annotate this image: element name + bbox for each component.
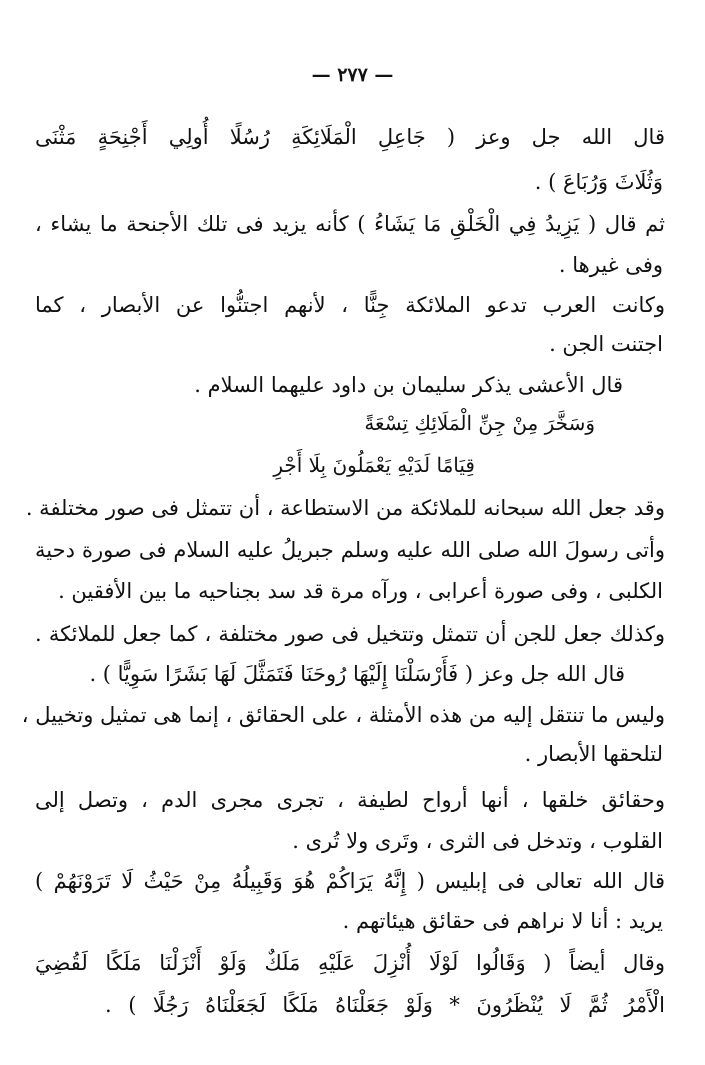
text-line-6: اجتنت الجن . [549, 332, 663, 356]
poem-verse-2: قِيَامًا لَدَيْهِ يَعْمَلُونَ بِلَا أَجْرِ [273, 453, 475, 477]
text-line-20: الْأَمْرُ ثُمَّ لَا يُنْظَرُونَ * وَلَوْ جَعَلْنَاهُ مَلَكًا لَجَعَلْنَاهُ رَجُلًا ) . [105, 993, 665, 1017]
text-line-3: ثم قال ( يَزِيدُ فِي الْخَلْقِ مَا يَشَاءُ ) كأنه يزيد فى تلك الأجنحة ما يشاء ، [35, 212, 665, 236]
poem-verse-1: وَسَخَّرَ مِنْ جِنِّ الْمَلَائِكِ تِسْعَةً [364, 411, 595, 435]
text-line-9: وأتى رسولَ الله صلى الله عليه وسلم جبريلُ عليه السلام فى صورة دحية [35, 538, 665, 562]
text-line-2: وَثُلَاثَ وَرُبَاعَ ) . [534, 170, 663, 194]
text-line-1: قال الله جل وعز ( جَاعِلِ الْمَلَائِكَةِ رُسُلًا أُولِي أَجْنِحَةٍ مَثْنَى [35, 125, 665, 149]
text-line-5: وكانت العرب تدعو الملائكة جِنًّا ، لأنهم اجتنُّوا عن الأبصار ، كما [35, 293, 665, 317]
text-line-15: وحقائق خلقها ، أنها أرواح لطيفة ، تجرى مجرى الدم ، وتصل إلى [35, 788, 665, 812]
text-line-12: قال الله جل وعز ( فَأَرْسَلْنَا إِلَيْهَا رُوحَنَا فَتَمَثَّلَ لَهَا بَشَرًا سَوِيًّا ) . [89, 662, 625, 686]
text-line-13: وليس ما تنتقل إليه من هذه الأمثلة ، على الحقائق ، إنما هى تمثيل وتخييل ، [21, 703, 665, 727]
text-line-11: وكذلك جعل للجن أن تتمثل وتتخيل فى صور مختلفة ، كما جعل للملائكة . [35, 622, 665, 646]
page-number: — ٢٧٧ — [311, 64, 394, 86]
text-line-8: وقد جعل الله سبحانه للملائكة من الاستطاعة ، أن تتمثل فى صور مختلفة . [25, 496, 665, 520]
text-line-17: قال الله تعالى فى إبليس ( إِنَّهُ يَرَاكُمْ هُوَ وَقَبِيلُهُ مِنْ حَيْثُ لَا تَرَوْنَهُمْ ) [35, 869, 665, 893]
text-line-18: يريد : أنا لا نراهم فى حقائق هيئاتهم . [342, 909, 663, 933]
text-line-14: لتلحقها الأبصار . [524, 742, 663, 766]
text-line-19: وقال أيضاً ( وَقَالُوا لَوْلَا أُنْزِلَ عَلَيْهِ مَلَكٌ وَلَوْ أَنْزَلْنَا مَلَكًا لَقُضِيَ [35, 951, 665, 975]
text-line-7: قال الأعشى يذكر سليمان بن داود عليهما السلام . [194, 373, 623, 397]
text-line-10: الكلبى ، وفى صورة أعرابى ، ورآه مرة قد سد بجناحيه ما بين الأفقين . [58, 579, 663, 603]
text-line-16: القلوب ، وتدخل فى الثرى ، وتَرى ولا تُرى . [292, 829, 663, 853]
text-line-4: وفى غيرها . [558, 253, 663, 277]
